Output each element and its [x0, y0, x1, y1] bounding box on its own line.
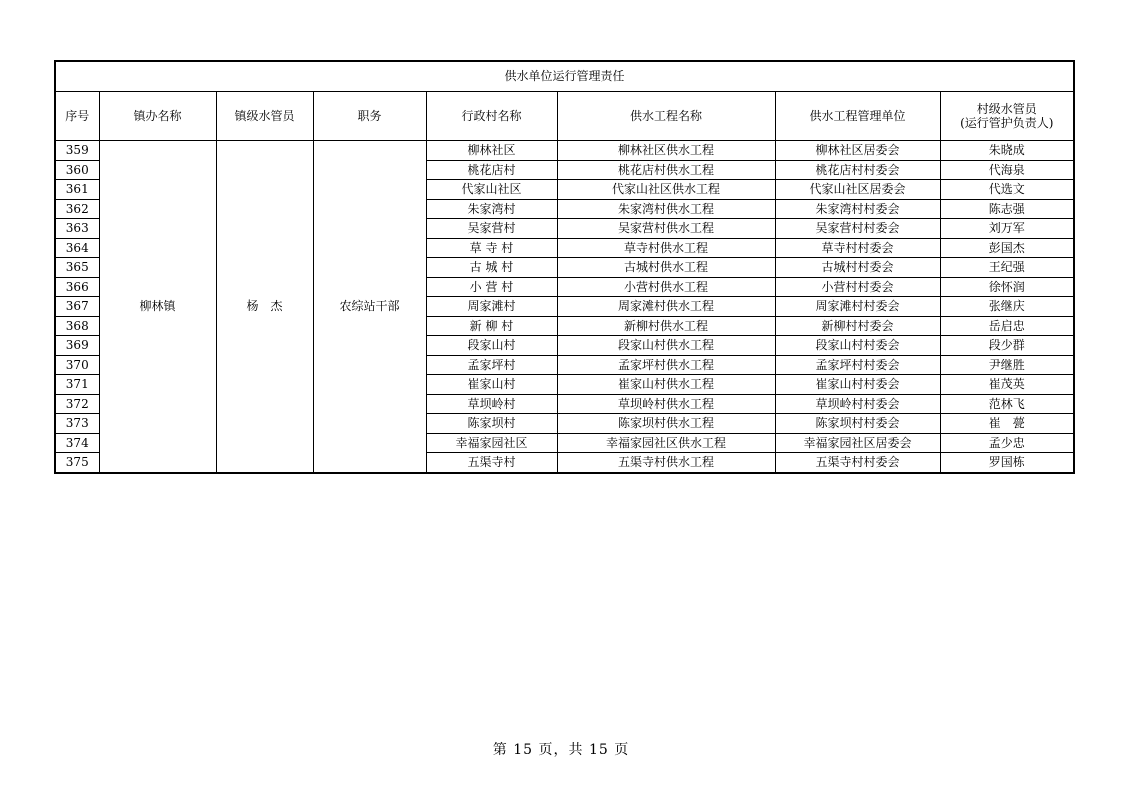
cell-village-manager: 徐怀润 — [940, 277, 1074, 297]
table-row — [55, 141, 1074, 161]
header-town-manager: 镇级水管员 — [216, 92, 313, 141]
cell-village-manager: 代海泉 — [940, 160, 1074, 180]
cell-village: 草 寺 村 — [426, 238, 557, 258]
cell-village: 段家山村 — [426, 336, 557, 356]
cell-village: 周家滩村 — [426, 297, 557, 317]
cell-town: 柳林镇 — [99, 141, 216, 473]
cell-village-manager: 王纪强 — [940, 258, 1074, 278]
cell-project: 幸福家园社区供水工程 — [557, 433, 775, 453]
cell-seq: 371 — [55, 375, 99, 395]
cell-seq: 372 — [55, 394, 99, 414]
cell-project: 段家山村供水工程 — [557, 336, 775, 356]
cell-village: 陈家坝村 — [426, 414, 557, 434]
header-village-manager — [940, 92, 1074, 141]
header-project: 供水工程名称 — [557, 92, 775, 141]
cell-village: 吴家营村 — [426, 219, 557, 239]
cell-unit: 段家山村村委会 — [775, 336, 940, 356]
cell-village-manager: 岳启忠 — [940, 316, 1074, 336]
cell-unit: 小营村村委会 — [775, 277, 940, 297]
cell-seq: 369 — [55, 336, 99, 356]
cell-project: 五渠寺村供水工程 — [557, 453, 775, 473]
cell-project: 陈家坝村供水工程 — [557, 414, 775, 434]
cell-project: 朱家湾村供水工程 — [557, 199, 775, 219]
cell-project: 古城村供水工程 — [557, 258, 775, 278]
responsibility-table — [54, 60, 1075, 474]
cell-seq: 370 — [55, 355, 99, 375]
cell-seq: 368 — [55, 316, 99, 336]
cell-village-manager: 陈志强 — [940, 199, 1074, 219]
cell-village-manager: 罗国栋 — [940, 453, 1074, 473]
cell-unit: 草坝岭村村委会 — [775, 394, 940, 414]
cell-seq: 375 — [55, 453, 99, 473]
cell-unit: 崔家山村村委会 — [775, 375, 940, 395]
cell-village: 孟家坪村 — [426, 355, 557, 375]
cell-seq: 362 — [55, 199, 99, 219]
cell-project: 柳林社区供水工程 — [557, 141, 775, 161]
cell-village: 崔家山村 — [426, 375, 557, 395]
cell-village: 幸福家园社区 — [426, 433, 557, 453]
cell-village: 小 营 村 — [426, 277, 557, 297]
cell-unit: 新柳村村委会 — [775, 316, 940, 336]
cell-unit: 草寺村村委会 — [775, 238, 940, 258]
cell-project: 崔家山村供水工程 — [557, 375, 775, 395]
cell-seq: 373 — [55, 414, 99, 434]
cell-village: 代家山社区 — [426, 180, 557, 200]
header-unit: 供水工程管理单位 — [775, 92, 940, 141]
cell-unit: 柳林社区居委会 — [775, 141, 940, 161]
cell-village: 桃花店村 — [426, 160, 557, 180]
cell-position: 农综站干部 — [313, 141, 426, 473]
cell-seq: 367 — [55, 297, 99, 317]
cell-unit: 陈家坝村村委会 — [775, 414, 940, 434]
cell-seq: 361 — [55, 180, 99, 200]
cell-village: 古 城 村 — [426, 258, 557, 278]
cell-seq: 363 — [55, 219, 99, 239]
cell-village-manager: 崔茂英 — [940, 375, 1074, 395]
cell-seq: 364 — [55, 238, 99, 258]
cell-project: 代家山社区供水工程 — [557, 180, 775, 200]
cell-village: 五渠寺村 — [426, 453, 557, 473]
cell-village-manager: 范林飞 — [940, 394, 1074, 414]
table-title: 供水单位运行管理责任 — [55, 61, 1074, 92]
header-village-manager-line1: 村级水管员 — [976, 101, 1037, 116]
cell-unit: 朱家湾村村委会 — [775, 199, 940, 219]
header-seq: 序号 — [55, 92, 99, 141]
cell-project: 桃花店村供水工程 — [557, 160, 775, 180]
cell-unit: 五渠寺村村委会 — [775, 453, 940, 473]
cell-seq: 360 — [55, 160, 99, 180]
cell-village: 草坝岭村 — [426, 394, 557, 414]
cell-seq: 366 — [55, 277, 99, 297]
cell-village: 新 柳 村 — [426, 316, 557, 336]
cell-village: 朱家湾村 — [426, 199, 557, 219]
cell-unit: 桃花店村村委会 — [775, 160, 940, 180]
cell-unit: 周家滩村村委会 — [775, 297, 940, 317]
cell-village-manager: 尹继胜 — [940, 355, 1074, 375]
cell-village-manager: 朱晓成 — [940, 141, 1074, 161]
cell-village-manager: 张继庆 — [940, 297, 1074, 317]
header-row — [55, 92, 1074, 141]
cell-village-manager: 崔 甍 — [940, 414, 1074, 434]
cell-project: 周家滩村供水工程 — [557, 297, 775, 317]
cell-project: 孟家坪村供水工程 — [557, 355, 775, 375]
cell-project: 吴家营村供水工程 — [557, 219, 775, 239]
header-village: 行政村名称 — [426, 92, 557, 141]
cell-seq: 365 — [55, 258, 99, 278]
cell-village-manager: 彭国杰 — [940, 238, 1074, 258]
cell-unit: 吴家营村村委会 — [775, 219, 940, 239]
cell-village-manager: 刘万军 — [940, 219, 1074, 239]
cell-project: 草寺村供水工程 — [557, 238, 775, 258]
header-town: 镇办名称 — [99, 92, 216, 141]
cell-unit: 孟家坪村村委会 — [775, 355, 940, 375]
cell-project: 新柳村供水工程 — [557, 316, 775, 336]
cell-town-manager: 杨 杰 — [216, 141, 313, 473]
cell-village-manager: 段少群 — [940, 336, 1074, 356]
cell-unit: 代家山社区居委会 — [775, 180, 940, 200]
header-village-manager-line2: (运行管护负责人) — [960, 116, 1054, 130]
cell-seq: 374 — [55, 433, 99, 453]
header-position: 职务 — [313, 92, 426, 141]
page-number: 第 15 页，共 15 页 — [492, 742, 630, 758]
cell-project: 小营村供水工程 — [557, 277, 775, 297]
cell-project: 草坝岭村供水工程 — [557, 394, 775, 414]
cell-unit: 幸福家园社区居委会 — [775, 433, 940, 453]
cell-village-manager: 代选文 — [940, 180, 1074, 200]
cell-unit: 古城村村委会 — [775, 258, 940, 278]
cell-seq: 359 — [55, 141, 99, 161]
cell-village-manager: 孟少忠 — [940, 433, 1074, 453]
cell-village: 柳林社区 — [426, 141, 557, 161]
